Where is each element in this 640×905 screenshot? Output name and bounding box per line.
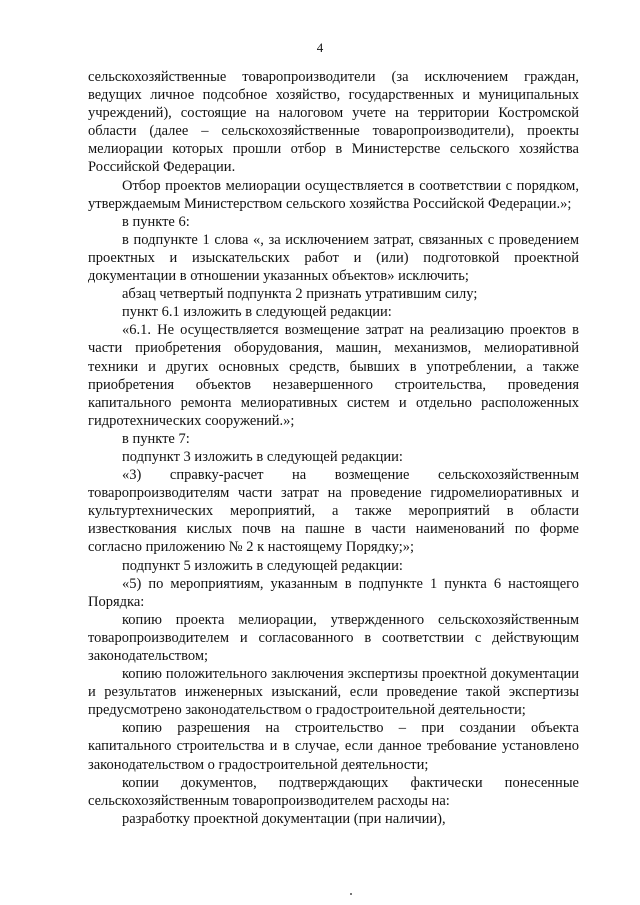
paragraph-8: в пункте 7: bbox=[122, 430, 190, 447]
paragraph-14: копию положительного заключения экспертизы проектной документации и результатов инженерных изысканий, если проведение такой экспертизы предусмотрено законодательством о градостроительной деятельности; bbox=[88, 666, 579, 719]
page-number: 4 bbox=[316, 40, 324, 55]
paragraph-13: копию проекта мелиорации, утвержденного сельскохозяйственным товаропроизводителем и согласованного в соответствии с действующим законодательством; bbox=[88, 611, 579, 664]
paragraph-16: копии документов, подтверждающих фактически понесенные сельскохозяйственным товаропроизводителем расходы на: bbox=[88, 774, 579, 809]
paragraph-4: в подпункте 1 слова «, за исключением затрат, связанных с проведением проектных и изыскательских работ и (или) подготовкой проектной документации в отношении указанных объектов» исключить; bbox=[88, 231, 579, 285]
paragraph-10: «3) справку-расчет на возмещение сельскохозяйственным товаропроизводителям части затрат на проведение гидромелиоративных и культуртехнических мероприятий, а также мероприятий в области известкования кислых почв на пашне в части наименований по форме согласно приложению № 2 к настоящему Порядку;»; bbox=[88, 467, 579, 556]
paragraph-6: пункт 6.1 изложить в следующей редакции: bbox=[122, 304, 392, 321]
paragraph-12: «5) по мероприятиям, указанным в подпункте 1 пункта 6 настоящего Порядка: bbox=[88, 575, 579, 610]
document-body bbox=[88, 68, 579, 828]
paragraph-9: подпункт 3 изложить в следующей редакции: bbox=[122, 448, 403, 465]
paragraph-15: копию разрешения на строительство – при создании объекта капитального строительства и в случае, если данное требование установлено законодательством о градостроительной деятельности; bbox=[88, 720, 579, 773]
paragraph-7: «6.1. Не осуществляется возмещение затрат на реализацию проектов в части приобретения оборудования, машин, механизмов, мелиоративной техники и других основных средств, бывших в употреблении, а также приобретения объектов незавершенного строительства, проведения капитального ремонта мелиоративных систем и отдельно расположенных гидротехнических сооружений.»; bbox=[88, 322, 579, 429]
paragraph-11: подпункт 5 изложить в следующей редакции: bbox=[122, 557, 403, 574]
paragraph-1: сельскохозяйственные товаропроизводители (за исключением граждан, ведущих личное подсобное хозяйство, государственных и муниципальных учреждений), состоящие на налоговом учете на территории Костромской области (далее – сельскохозяйственные товаропроизводители), проекты мелиорации которых прошли отбор в Министерстве сельского хозяйства Российской Федерации. bbox=[88, 69, 579, 176]
paragraph-5: абзац четвертый подпункта 2 признать утратившим силу; bbox=[122, 286, 478, 303]
scan-mark bbox=[350, 893, 352, 895]
paragraph-2: Отбор проектов мелиорации осуществляется в соответствии с порядком, утверждаемым Министерством сельского хозяйства Российской Федерации.»; bbox=[88, 177, 579, 212]
paragraph-3: в пункте 6: bbox=[122, 213, 190, 230]
paragraph-17: разработку проектной документации (при наличии), bbox=[122, 810, 446, 827]
